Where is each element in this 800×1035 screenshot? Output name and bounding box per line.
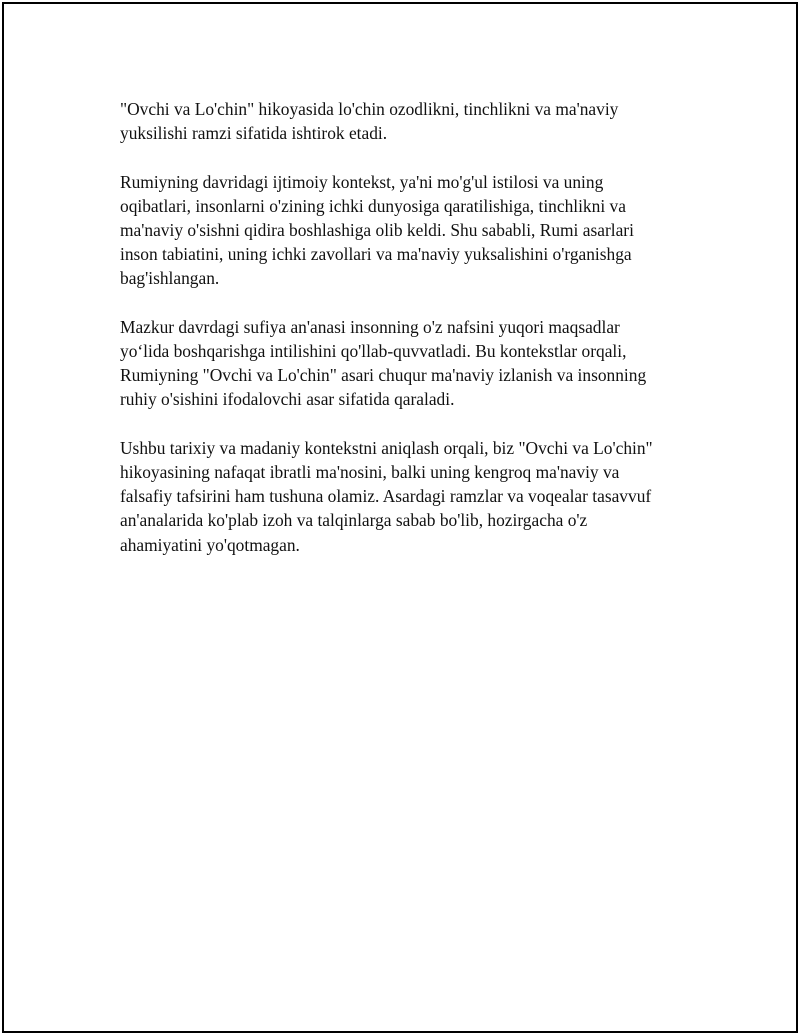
paragraph-2 (120, 170, 700, 291)
paragraph-line: "Ovchi va Lo'chin" hikoyasida lo'chin ozodlikni, tinchlikni va ma'naviy (120, 99, 619, 119)
paragraph-line: Rumiyning davridagi ijtimoiy kontekst, ya'ni mo'g'ul istilosi va uning (120, 171, 604, 192)
paragraph-1 (120, 97, 700, 145)
paragraph-line: yuksilishi ramzi sifatida ishtirok etadi. (120, 123, 388, 144)
paragraph-3 (120, 315, 700, 412)
paragraph-line: bag'ishlangan. (120, 268, 220, 289)
paragraph-line: yo‘lida boshqarishga intilishini qo'llab-quvvatladi. Bu kontekstlar orqali, (120, 341, 627, 361)
document-body (120, 97, 700, 581)
paragraph-line: ma'naviy o'sishni qidira boshlashiga olib keldi. Shu sababli, Rumi asarlari (120, 220, 634, 240)
paragraph-line: oqibatlari, insonlarni o'zining ichki dunyosiga qaratilishiga, tinchlikni va (120, 195, 626, 216)
paragraph-line: inson tabiatini, uning ichki zavollari va ma'naviy yuksalishini o'rganishga (120, 244, 632, 265)
paragraph-line: falsafiy tafsirini ham tushuna olamiz. Asardagi ramzlar va voqealar tasavvuf (120, 486, 652, 507)
paragraph-line: Mazkur davrdagi sufiya an'anasi insonning o'z nafsini yuqori maqsadlar (120, 316, 620, 337)
paragraph-line: Ushbu tarixiy va madaniy kontekstni aniqlash orqali, biz "Ovchi va Lo'chin" (120, 437, 653, 458)
paragraph-line: hikoyasining nafaqat ibratli ma'nosini, balki uning kengroq ma'naviy va (120, 462, 620, 482)
paragraph-line: ahamiyatini yo'qotmagan. (120, 534, 300, 555)
paragraph-line: an'analarida ko'plab izoh va talqinlarga sabab bo'lib, hozirgacha o'z (120, 510, 588, 531)
paragraph-4 (120, 436, 700, 557)
paragraph-line: ruhiy o'sishini ifodalovchi asar sifatida qaraladi. (120, 389, 455, 410)
document-page (2, 2, 798, 1033)
paragraph-line: Rumiyning "Ovchi va Lo'chin" asari chuqur ma'naviy izlanish va insonning (120, 365, 647, 386)
